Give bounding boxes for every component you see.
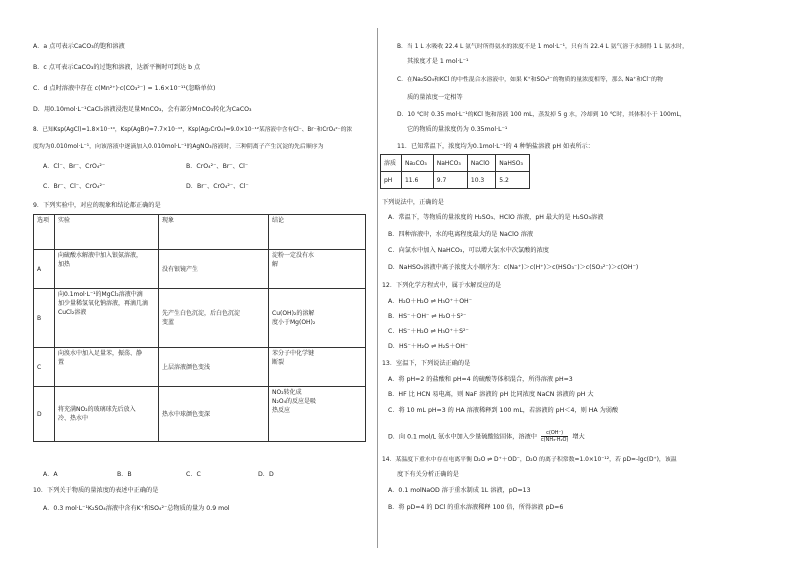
cell-line: 向溴水中加入足量苯，振荡、静: [58, 350, 143, 357]
q10-option-b-line2: 其浓度才是 1 mol·L⁻¹: [407, 58, 469, 65]
table-row: [34, 348, 366, 387]
q8-stem-line2: 度均为0.010mol·L⁻¹，向该溶液中逐滴加入0.010mol·L⁻¹的AgNO₃溶液时，三种阴离子产生沉淀的先后顺序为: [33, 144, 324, 150]
cell-line: 度小于Mg(OH)₂: [272, 319, 316, 326]
cell-line: 热反应: [272, 407, 291, 414]
q12-option-b: B．HS⁻＋OH⁻ ⇌ H₂O＋S²⁻: [388, 313, 467, 320]
q7-option-a: A．a 点可表示CaCO₃的饱和溶液: [33, 43, 125, 50]
q7-option-d: D．用0.10mol·L⁻¹CaCl₂溶液浸泡足量MnCO₃，会有部分MnCO₃转化为CaCO₃: [33, 106, 252, 113]
cell-line: 解: [272, 261, 279, 268]
q11-sub-stem: 下列说法中，正确的是: [382, 199, 444, 206]
q9-table: [33, 214, 366, 442]
table-cell: [159, 289, 269, 348]
table-cell: [55, 250, 159, 289]
q11-option-a: A．常温下，等物质的量浓度的 H₂SO₃、HClO 溶液，pH 最大的是 H₂SO₃溶液: [388, 214, 604, 221]
table-cell: NaHSO₃: [496, 155, 530, 172]
table-cell: [55, 348, 159, 387]
q7-option-c: C．d 点时溶液中存在 c(Mn²⁺)·c(CO₃²⁻) = 1.6×10⁻¹¹(忽略单位): [33, 85, 216, 92]
cell-line: 没有银镜产生: [162, 265, 199, 273]
table-cell: 9.7: [433, 172, 467, 189]
table-cell: Na₂CO₃: [401, 155, 433, 172]
right-column: [380, 0, 794, 562]
table-cell: [269, 387, 366, 442]
q11-stem: 11．已知常温下，浓度均为0.1mol·L⁻¹的 4 种钠盐溶液 pH 如表所示：: [397, 143, 594, 150]
cell-line: 将充满NO₂的玻璃球先后放入: [58, 406, 136, 413]
q14-stem-line2: 度下有关分析正确的是: [397, 471, 459, 478]
table-row: [34, 289, 366, 348]
table-cell: C: [34, 348, 55, 387]
table-cell: NaHCO₃: [433, 155, 467, 172]
q14-option-b: B．将 pD=4 的 DCl 的重水溶液稀释 100 倍，所得溶液 pD=6: [388, 504, 564, 511]
cell-line: 苯分子中化学键: [272, 350, 315, 357]
cell-line: Cu(OH)₂的溶解: [272, 310, 315, 317]
q9-option-a: A．A: [43, 471, 58, 478]
cell-line: 断裂: [272, 359, 285, 366]
q7-option-b: B．c 点可表示CaCO₃的过饱和溶液，达新平衡时可到达 b 点: [33, 64, 201, 71]
table-row: [381, 155, 530, 172]
cell-line: 加少量稀氢氧化钠溶液，再滴几滴: [58, 300, 149, 307]
table-cell: NaClO: [467, 155, 495, 172]
table-cell: 溶质: [381, 155, 402, 172]
q11-option-c: C．向氯水中加入 NaHCO₃，可以增大氯水中次氯酸的浓度: [388, 247, 549, 254]
table-cell: D: [34, 387, 55, 442]
q10-option-c-line1: C．在Na₂SO₄和KCl 的中性混合水溶液中，如果 K⁺和SO₄²⁻的物质的量浓度相等，那么 Na⁺和Cl⁻的物: [397, 77, 663, 83]
q13-stem: 13．室温下，下列说法正确的是: [382, 360, 471, 367]
q8-option-c: C．Br⁻、Cl⁻、CrO₄²⁻: [43, 183, 106, 190]
cell-line: 加热: [58, 261, 71, 268]
q9-option-d: D．D: [258, 471, 274, 478]
cell-line: NO₂转化成: [272, 389, 302, 396]
cell-line: 冷、热水中: [58, 415, 89, 422]
q10-stem: 10．下列关于物质的量浓度的表述中正确的是: [33, 487, 159, 494]
table-cell: 10.3: [467, 172, 495, 189]
cell-line: 上层溶液颜色变浅: [162, 363, 211, 371]
table-cell: [55, 387, 159, 442]
cell-line: 先产生白色沉淀，后白色沉淀: [162, 310, 241, 317]
table-cell: B: [34, 289, 55, 348]
cell-line: 置: [58, 359, 65, 366]
table-row: [34, 215, 366, 250]
table-row: [34, 250, 366, 289]
cell-line: 淀粉一定没有水: [272, 252, 315, 259]
q13-option-a: A．将 pH=2 的盐酸和 pH=4 的硫酸等体积混合，所得溶液 pH=3: [388, 376, 573, 383]
q11-table: [380, 154, 530, 189]
q10-option-d-line1: D．10 ℃时 0.35 mol·L⁻¹的KCl 饱和溶液 100 mL，蒸发掉 5 g 水，冷却到 10 ℃时，其体积小于 100mL，: [397, 112, 686, 118]
q10-option-b-line1: B．当 1 L 水吸收 22.4 L 氨气时所得氨水的浓度不是 1 mol·L⁻¹，只有当 22.4 L 氨气溶于水制得 1 L 氨水时，: [397, 44, 688, 50]
cell-line: 热水中球颜色变深: [162, 410, 211, 418]
q8-option-a: A．Cl⁻、Br⁻、CrO₄²⁻: [43, 163, 106, 170]
table-cell: [55, 289, 159, 348]
q8-option-d: D．Br⁻、CrO₄²⁻、Cl⁻: [186, 183, 249, 190]
q9-stem: 9．下列实验中，对应的现象和结论都正确的是: [33, 202, 161, 209]
table-cell: [269, 289, 366, 348]
table-cell: A: [34, 250, 55, 289]
table-header-option: 选项: [34, 215, 55, 250]
table-row: [381, 172, 530, 189]
q10-option-d-line2: 它的物质的量浓度仍为 0.35mol·L⁻¹: [407, 126, 508, 133]
q13-d-prefix: D．向 0.1 mol/L 氨水中加入少量硫酸铵固体，溶液中: [388, 433, 537, 441]
table-cell: 11.6: [401, 172, 433, 189]
q8-option-b: B．CrO₄²⁻、Br⁻、Cl⁻: [186, 163, 249, 170]
cell-line: N₂O₄的反应是吸: [272, 398, 317, 405]
q10-option-a: A．0.3 mol·L⁻¹K₂SO₄溶液中含有K⁺和SO₄²⁻总物质的量为 0.9 mol: [43, 505, 230, 512]
cell-line: 向硫酸水解液中加入银氨溶液，: [58, 252, 143, 259]
table-header-experiment: 实验: [55, 215, 159, 250]
table-cell: [159, 250, 269, 289]
q14-stem-line1: 14．某温度下重水中存在电离平衡 D₂O ⇌ D⁺＋OD⁻，D₂O 的离子积常数=1.0×10⁻¹²，若 pD=-lgc(D⁺)，该温: [382, 457, 677, 463]
q13-d-suffix: 增大: [572, 433, 585, 441]
table-header-phenomenon: 现象: [159, 215, 269, 250]
q12-stem: 12．下列化学方程式中，属于水解反应的是: [382, 282, 502, 289]
fraction-numerator: c(OH⁻): [541, 430, 568, 437]
table-cell: 5.2: [496, 172, 530, 189]
table-cell: [269, 250, 366, 289]
table-cell: [159, 348, 269, 387]
table-cell: pH: [381, 172, 402, 189]
q13-option-c: C．将 10 mL pH=3 的 HA 溶液稀释到 100 mL，若溶液的 pH＜4，则 HA 为弱酸: [388, 407, 619, 414]
q9-option-b: B．B: [117, 471, 132, 478]
fraction-denominator: c(NH₃·H₂O): [540, 437, 569, 443]
q9-option-c: C．C: [186, 471, 201, 478]
q12-option-c: C．HS⁻＋H₂O ⇌ H₃O⁺＋S²⁻: [388, 328, 469, 335]
table-cell: [159, 387, 269, 442]
q11-option-b: B．四种溶液中，水的电离程度最大的是 NaClO 溶液: [388, 231, 534, 238]
cell-line: CuCl₂溶液: [58, 309, 87, 316]
q13-option-b: B．HF 比 HCN 易电离，则 NaF 溶液的 pH 比同浓度 NaCN 溶液的 pH 大: [388, 391, 594, 398]
q12-option-d: D．HS⁻＋H₂O ⇌ H₂S＋OH⁻: [388, 343, 469, 350]
q13-option-d: [388, 430, 585, 443]
q10-option-c-line2: 质的量浓度一定相等: [407, 94, 463, 101]
cell-line: 变蓝: [162, 319, 175, 326]
q14-option-a: A．0.1 molNaOD 溶于重水制成 1L 溶液，pD=13: [388, 487, 531, 494]
table-header-conclusion: 结论: [269, 215, 366, 250]
cell-line: 向0.1mol·L⁻¹的MgCl₂溶液中滴: [58, 291, 143, 298]
q12-option-a: A．H₂O＋H₂O ⇌ H₃O⁺＋OH⁻: [388, 298, 472, 305]
q11-option-d: D．NaHSO₃溶液中离子浓度大小顺序为：c(Na⁺)＞c(H⁺)＞c(HSO₃⁻)＞c(SO₃²⁻)＞c(OH⁻): [388, 264, 639, 271]
table-cell: [269, 348, 366, 387]
q13-d-fraction: [541, 430, 568, 443]
q8-stem-line1: 8．已知Ksp(AgCl)=1.8×10⁻¹⁰，Ksp(AgBr)=7.7×10⁻¹³，Ksp(Ag₂CrO₄)=9.0×10⁻¹²某溶液中含有Cl⁻、Br⁻和CrO₄²⁻的浓: [33, 127, 353, 133]
table-row: [34, 387, 366, 442]
left-column: [0, 0, 380, 562]
